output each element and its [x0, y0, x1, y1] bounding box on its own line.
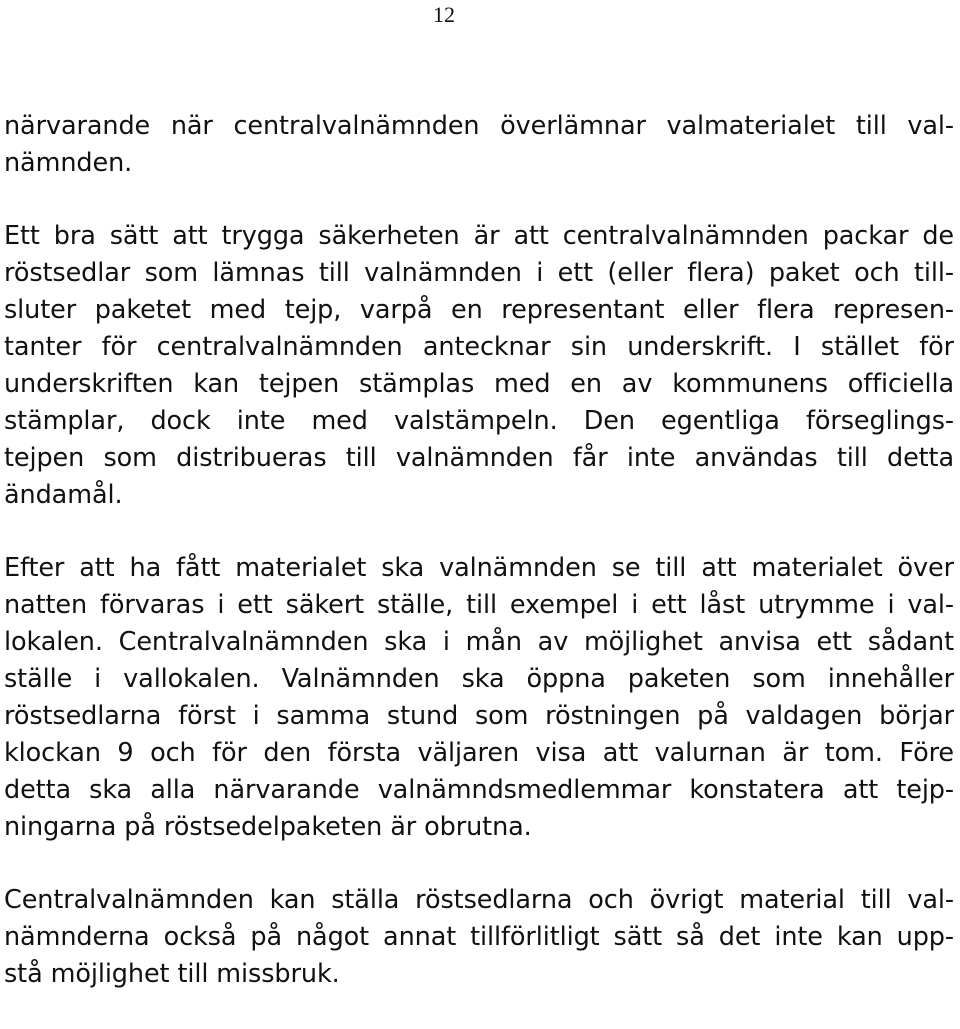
paragraph-3: [4, 550, 954, 846]
text-line: tanter för centralvalnämnden antecknar sin underskrift. I stället för: [4, 332, 954, 362]
text-line: sluter paketet med tejp, varpå en representant eller flera represen-: [4, 295, 954, 325]
text-line: röstsedlarna först i samma stund som röstningen på valdagen börjar: [4, 701, 954, 731]
paragraph-2: [4, 218, 954, 514]
text-line: Ett bra sätt att trygga säkerheten är att centralvalnämnden packar de: [4, 221, 954, 251]
text-line: natten förvaras i ett säkert ställe, till exempel i ett låst utrymme i val-: [4, 590, 954, 620]
page-number: 12: [433, 2, 455, 27]
text-line: närvarande när centralvalnämnden överlämnar valmaterialet till val-: [4, 111, 954, 141]
text-line: ändamål.: [4, 480, 123, 510]
text-line: detta ska alla närvarande valnämndsmedlemmar konstatera att tejp-: [4, 775, 954, 805]
text-line: tejpen som distribueras till valnämnden får inte användas till detta: [4, 443, 954, 473]
text-line: lokalen. Centralvalnämnden ska i mån av möjlighet anvisa ett sådant: [4, 627, 954, 657]
text-line: underskriften kan tejpen stämplas med en av kommunens officiella: [4, 369, 954, 399]
text-line: Centralvalnämnden kan ställa röstsedlarna och övrigt material till val-: [4, 885, 954, 915]
text-line: Efter att ha fått materialet ska valnämnden se till att materialet över: [4, 553, 954, 583]
paragraph-1: [4, 108, 954, 182]
text-line: klockan 9 och för den första väljaren visa att valurnan är tom. Före: [4, 738, 954, 768]
text-line: ningarna på röstsedelpaketen är obrutna.: [4, 812, 532, 842]
text-line: stå möjlighet till missbruk.: [4, 959, 340, 989]
paragraph-4: [4, 882, 954, 993]
text-line: ställe i vallokalen. Valnämnden ska öppna paketen som innehåller: [4, 664, 954, 694]
text-line: nämnderna också på något annat tillförlitligt sätt så det inte kan upp-: [4, 922, 954, 952]
document-body: [4, 108, 954, 1029]
text-line: stämplar, dock inte med valstämpeln. Den egentliga förseglings-: [4, 406, 954, 436]
text-line: nämnden.: [4, 148, 133, 178]
text-line: röstsedlar som lämnas till valnämnden i ett (eller flera) paket och till-: [4, 258, 954, 288]
